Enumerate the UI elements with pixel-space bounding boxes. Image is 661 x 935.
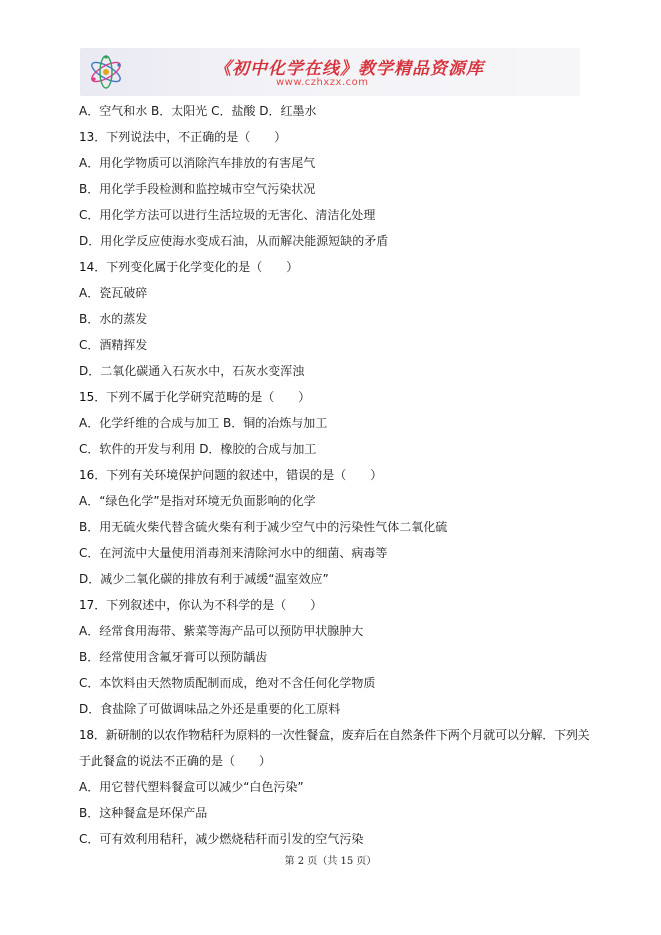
option-line: A．用化学物质可以消除汽车排放的有害尾气	[79, 156, 316, 170]
option-line: C．本饮料由天然物质配制而成，绝对不含任何化学物质	[79, 676, 376, 690]
option-line: D．用化学反应使海水变成石油，从而解决能源短缺的矛盾	[79, 234, 389, 248]
option-line: D．食盐除了可做调味品之外还是重要的化工原料	[79, 702, 341, 716]
question-list	[79, 98, 589, 852]
question-14: 14．下列变化属于化学变化的是（ ）	[79, 260, 299, 274]
option-line: D．二氧化碳通入石灰水中，石灰水变浑浊	[79, 364, 305, 378]
banner-url: www.czhxzx.com	[276, 77, 369, 88]
option-line: A．化学纤维的合成与加工 B．铜的冶炼与加工	[79, 416, 328, 430]
page-number: 第 2 页（共 15 页）	[284, 856, 377, 867]
option-line: A．经常食用海带、紫菜等海产品可以预防甲状腺肿大	[79, 624, 364, 638]
question-16: 16．下列有关环境保护问题的叙述中，错误的是（ ）	[79, 468, 383, 482]
option-line: A．瓷瓦破碎	[79, 286, 148, 300]
option-line: A．空气和水 B．太阳光 C．盐酸 D．红墨水	[79, 104, 317, 118]
option-line: C．可有效利用秸秆，减少燃烧秸秆而引发的空气污染	[79, 832, 364, 846]
question-18: 18．新研制的以农作物秸秆为原料的一次性餐盒，废弃后在自然条件下两个月就可以分解．下列关	[79, 728, 590, 742]
option-line: B．经常使用含氟牙膏可以预防龋齿	[79, 650, 268, 664]
option-line: C．在河流中大量使用消毒剂来清除河水中的细菌、病毒等	[79, 546, 388, 560]
option-line: C．软件的开发与利用 D．橡胶的合成与加工	[79, 442, 317, 456]
header-banner	[80, 48, 580, 96]
option-line: C．用化学方法可以进行生活垃圾的无害化、清洁化处理	[79, 208, 376, 222]
option-line: B．用化学手段检测和监控城市空气污染状况	[79, 182, 316, 196]
atom-logo-icon	[86, 52, 126, 92]
option-line: A．“绿色化学”是指对环境无负面影响的化学	[79, 494, 316, 508]
option-line: B．用无硫火柴代替含硫火柴有利于减少空气中的污染性气体二氧化硫	[79, 520, 448, 534]
banner-title: 《初中化学在线》教学精品资源库	[214, 59, 484, 79]
question-17: 17．下列叙述中，你认为不科学的是（ ）	[79, 598, 323, 612]
option-line: C．酒精挥发	[79, 338, 148, 352]
option-line: B．这种餐盒是环保产品	[79, 806, 208, 820]
question-15: 15．下列不属于化学研究范畴的是（ ）	[79, 390, 311, 404]
option-line: B．水的蒸发	[79, 312, 148, 326]
option-line: A．用它替代塑料餐盒可以减少“白色污染”	[79, 780, 304, 794]
question-18-continued: 于此餐盒的说法不正确的是（ ）	[79, 754, 272, 768]
option-line: D．减少二氧化碳的排放有利于减缓“温室效应”	[79, 572, 329, 586]
question-13: 13．下列说法中，不正确的是（ ）	[79, 130, 287, 144]
